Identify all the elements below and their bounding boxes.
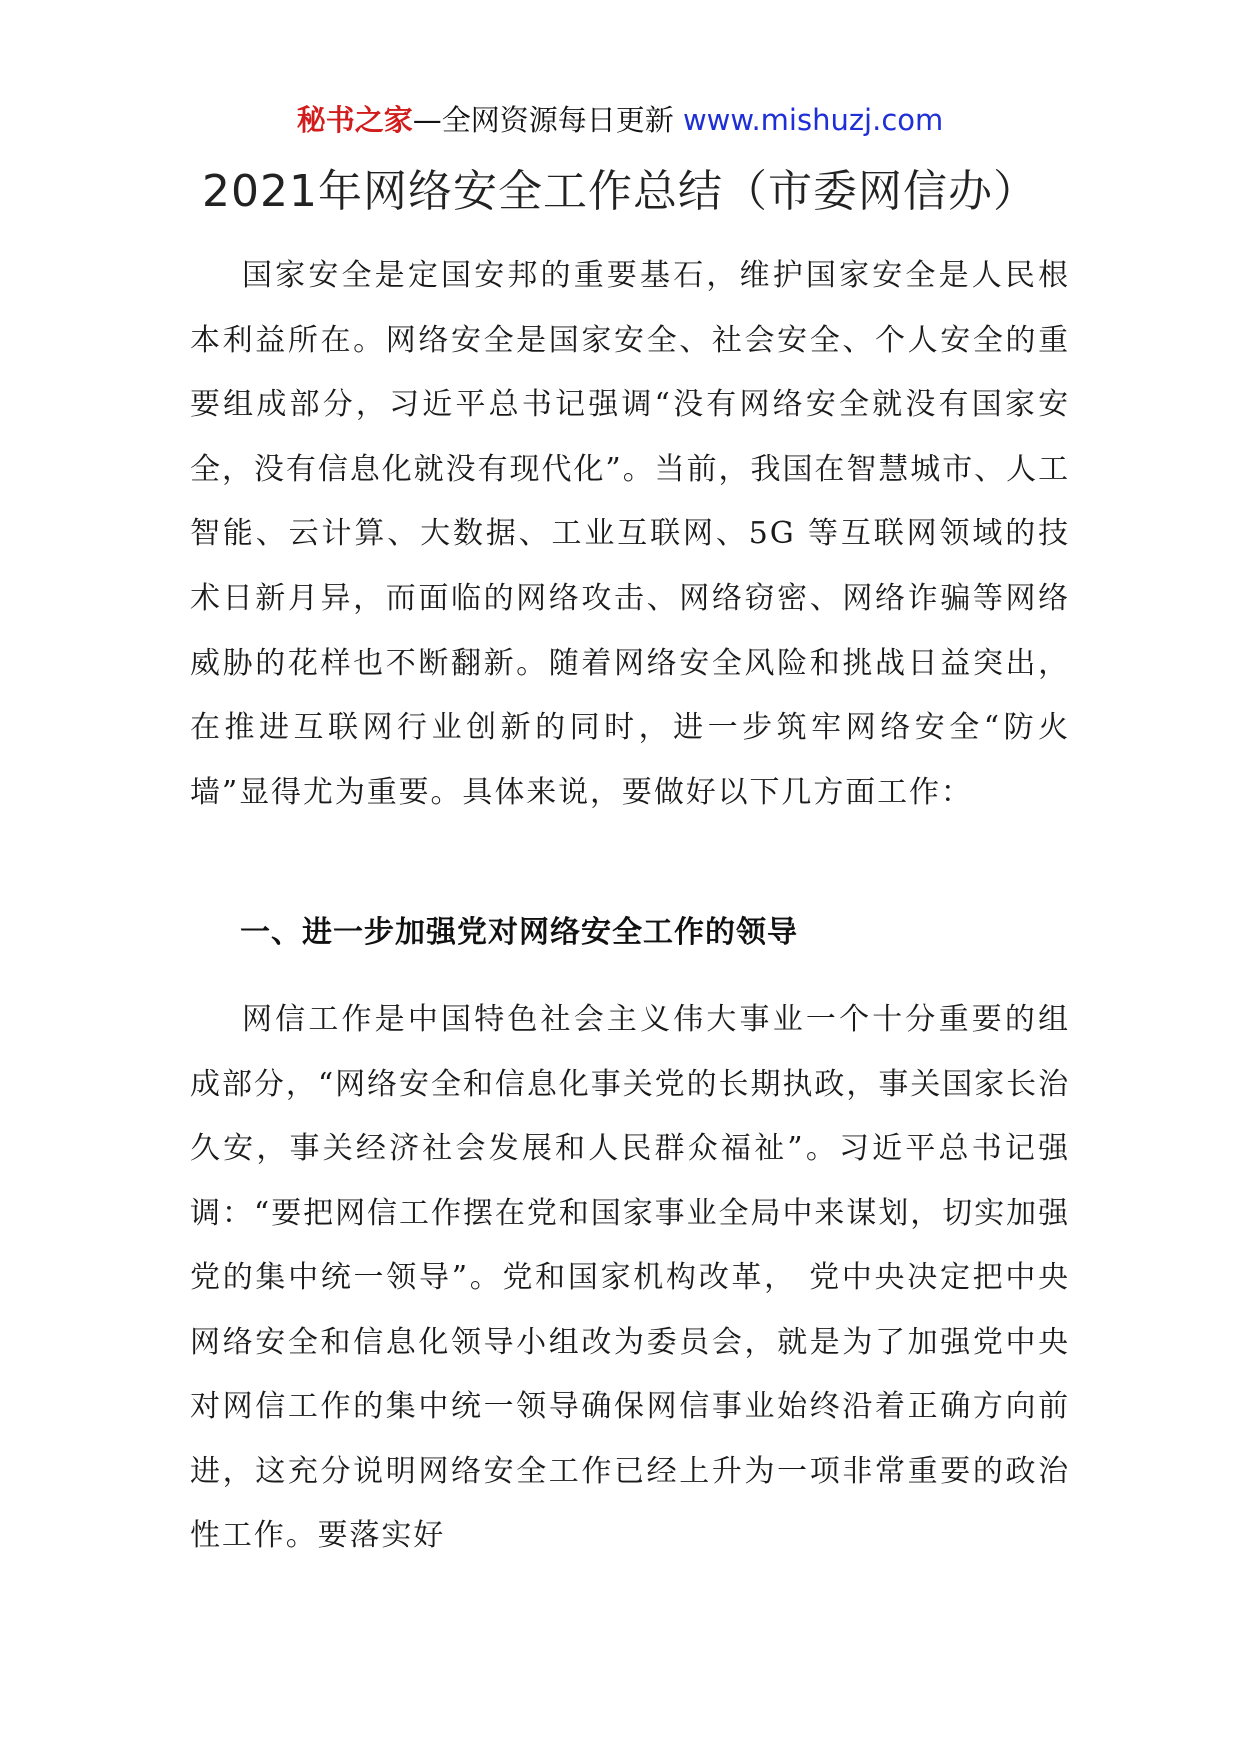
header-tagline: —全网资源每日更新 [412,103,674,137]
intro-paragraph: 国家安全是定国安邦的重要基石，维护国家安全是人民根本利益所在。网络安全是国家安全、社会安全、个人安全的重要组成部分，习近平总书记强调“没有网络安全就没有国家安全，没有信息化就没有现代化”。当前，我国在智慧城市、人工智能、云计算、大数据、工业互联网、5G 等互联网领域的技术日新月异，而面临的网络攻击、网络窃密、网络诈骗等网络威胁的花样也不断翻新。随着网络安全风险和挑战日益突出，在推进互联网行业创新的同时，进一步筑牢网络安全“防火墙”显得尤为重要。具体来说，要做好以下几方面工作： [190,258,1070,810]
section-heading: 一、进一步加强党对网络安全工作的领导 [240,915,798,950]
site-url-link[interactable]: www.mishuzj.com [682,103,944,137]
brand-name: 秘书之家 [296,103,413,137]
section-paragraph: 网信工作是中国特色社会主义伟大事业一个十分重要的组成部分，“网络安全和信息化事关党的长期执政，事关国家长治久安，事关经济社会发展和人民群众福祉”。习近平总书记强调：“要把网信工作摆在党和国家事业全局中来谋划，切实加强党的集中统一领导”。党和国家机构改革， 党中央决定把中央网络安全和信息化领导小组改为委员会，就是为了加强党中央对网信工作的集中统一领导确保网信事业始终沿着正确方向前进，这充分说明网络安全工作已经上升为一项非常重要的政治性工作。要落实好 [190,1002,1070,1553]
site-header [0,100,1240,140]
document-title: 2021年网络安全工作总结（市委网信办） [202,166,1038,217]
